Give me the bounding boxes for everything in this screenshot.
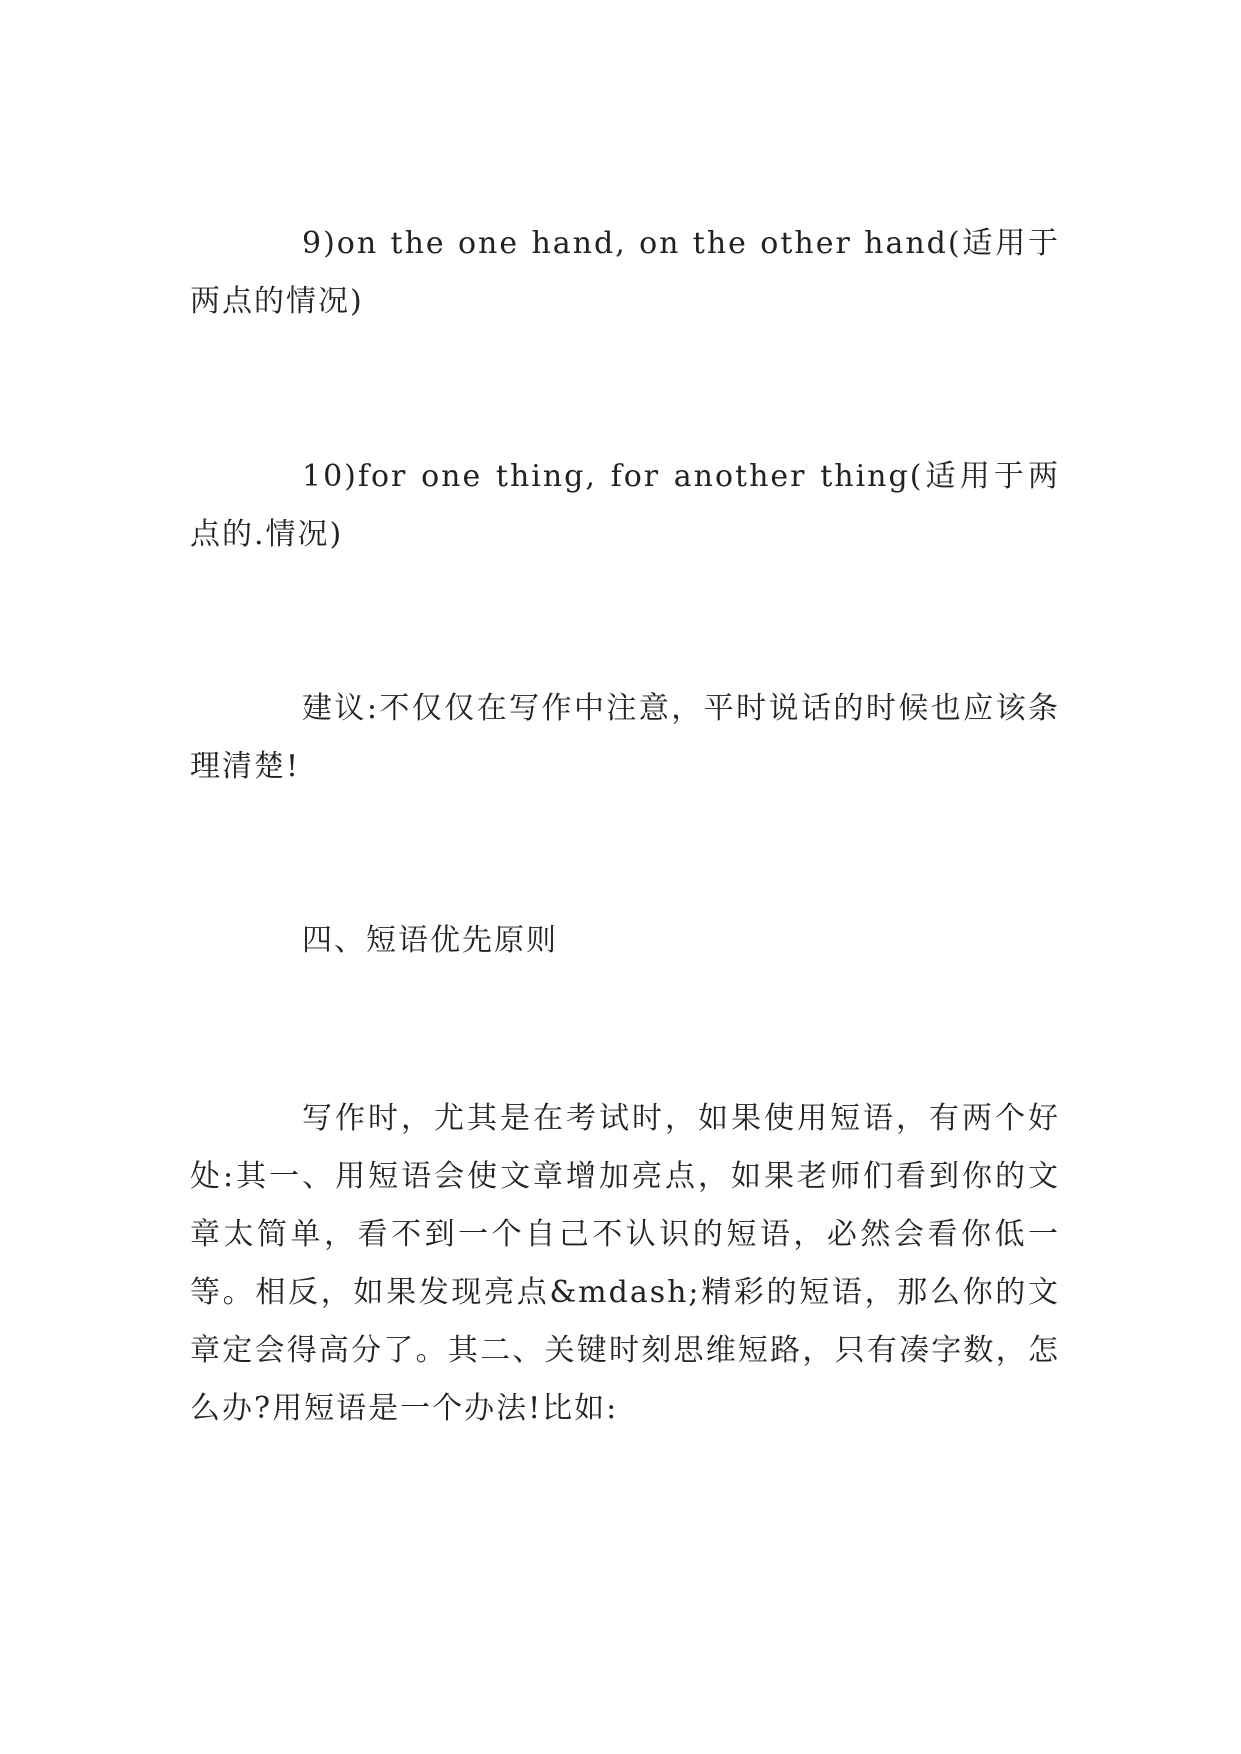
paragraph-body: 写作时，尤其是在考试时，如果使用短语，有两个好处:其一、用短语会使文章增加亮点，如果老师们看到你的文章太简单，看不到一个自己不认识的短语，必然会看你低一等。相反，如果发现亮点&mdash;精彩的短语，那么你的文章定会得高分了。其二、关键时刻思维短路，只有凑字数，怎么办?用短语是一个办法!比如: — [190, 1101, 1060, 1426]
paragraph-item-9: 9)on the one hand, on the other hand(适用于两点的情况) — [190, 226, 1060, 319]
paragraph-suggestion: 建议:不仅仅在写作中注意，平时说话的时候也应该条理清楚! — [190, 691, 1060, 784]
section-heading: 四、短语优先原则 — [302, 923, 558, 958]
paragraph-item-10: 10)for one thing, for another thing(适用于两点的.情况) — [190, 459, 1060, 552]
